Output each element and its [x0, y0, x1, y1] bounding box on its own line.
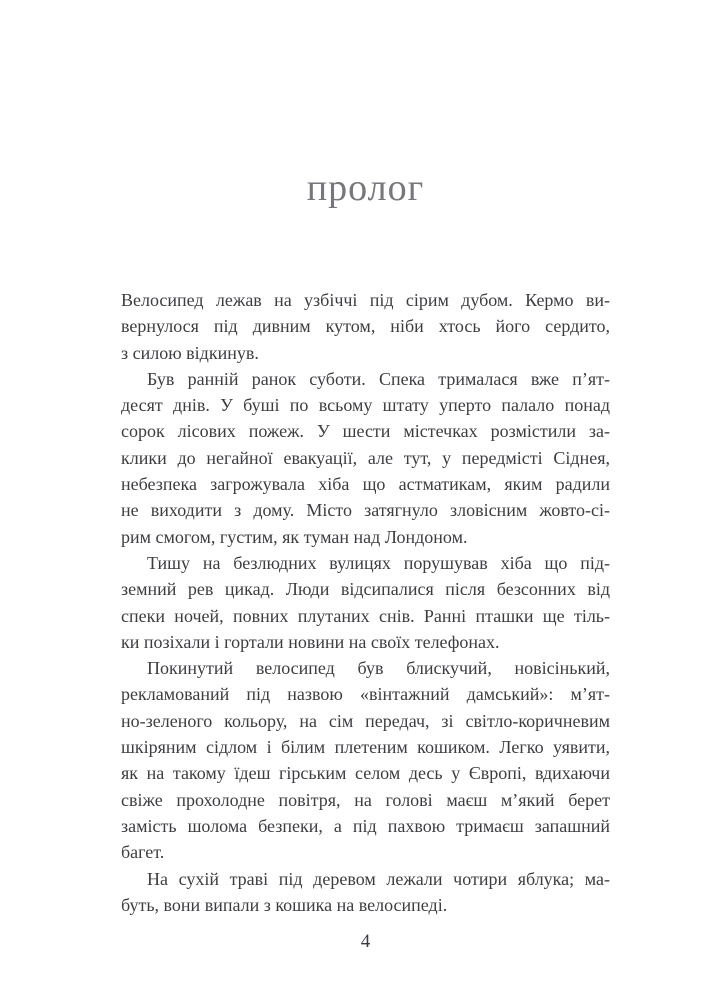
paragraph	[121, 655, 610, 865]
text-line: не виходити з дому. Місто затягнуло зловісним жовто-сі-	[121, 500, 610, 521]
body-text	[121, 287, 610, 918]
paragraph	[121, 550, 610, 655]
page-number: 4	[360, 931, 371, 952]
text-line: десят днів. У буші по всьому штату уперто палало понад	[121, 395, 610, 416]
text-line: Тишу на безлюдних вулицях порушував хіба що під-	[147, 552, 610, 573]
text-line: Покинутий велосипед був блискучий, новісінький,	[147, 658, 610, 679]
text-line: з силою відкинув.	[121, 342, 259, 363]
chapter-heading: пролог	[306, 167, 425, 209]
text-line: рим смогом, густим, як туман над Лондоном.	[121, 526, 468, 547]
text-line: На сухій траві під деревом лежали чотири яблука; ма-	[147, 868, 610, 889]
text-line: рекламований під назвою «вінтажний дамський»: м’ят-	[121, 684, 610, 705]
text-line: клики до негайної евакуації, але тут, у передмісті Сіднея,	[121, 447, 610, 468]
text-line: небезпека загрожувала хіба що астматикам, яким радили	[121, 474, 610, 495]
text-line: багет.	[121, 842, 165, 863]
text-line: шкіряним сідлом і білим плетеним кошиком. Легко уявити,	[121, 737, 610, 758]
paragraph	[121, 287, 610, 366]
text-line: спеки ночей, повних плутаних снів. Ранні пташки ще тіль-	[121, 605, 610, 626]
text-line: ки позіхали і гортали новини на своїх телефонах.	[121, 631, 500, 652]
paragraph	[121, 866, 610, 919]
text-line: Велосипед лежав на узбіччі під сірим дубом. Кермо ви-	[121, 290, 610, 310]
text-line: земний рев цикад. Люди відсипалися після безсонних від	[121, 579, 610, 600]
text-line: буть, вони випали з кошика на велосипеді.	[121, 894, 448, 915]
text-line: но-зеленого кольору, на сім передач, зі світло-коричневим	[121, 710, 610, 731]
text-line: сорок лісових пожеж. У шести містечках розмістили за-	[121, 421, 610, 442]
text-line: вернулося під дивним кутом, ніби хтось його сердито,	[121, 316, 610, 337]
text-line: свіже прохолодне повітря, на голові маєш м’який берет	[121, 789, 610, 810]
paragraph	[121, 366, 610, 550]
text-line: Був ранній ранок суботи. Спека трималася вже п’ят-	[147, 368, 610, 389]
text-line: як на такому їдеш гірським селом десь у Європі, вдихаючи	[121, 763, 610, 784]
text-line: замість шолома безпеки, а під пахвою тримаєш запашний	[121, 815, 610, 836]
